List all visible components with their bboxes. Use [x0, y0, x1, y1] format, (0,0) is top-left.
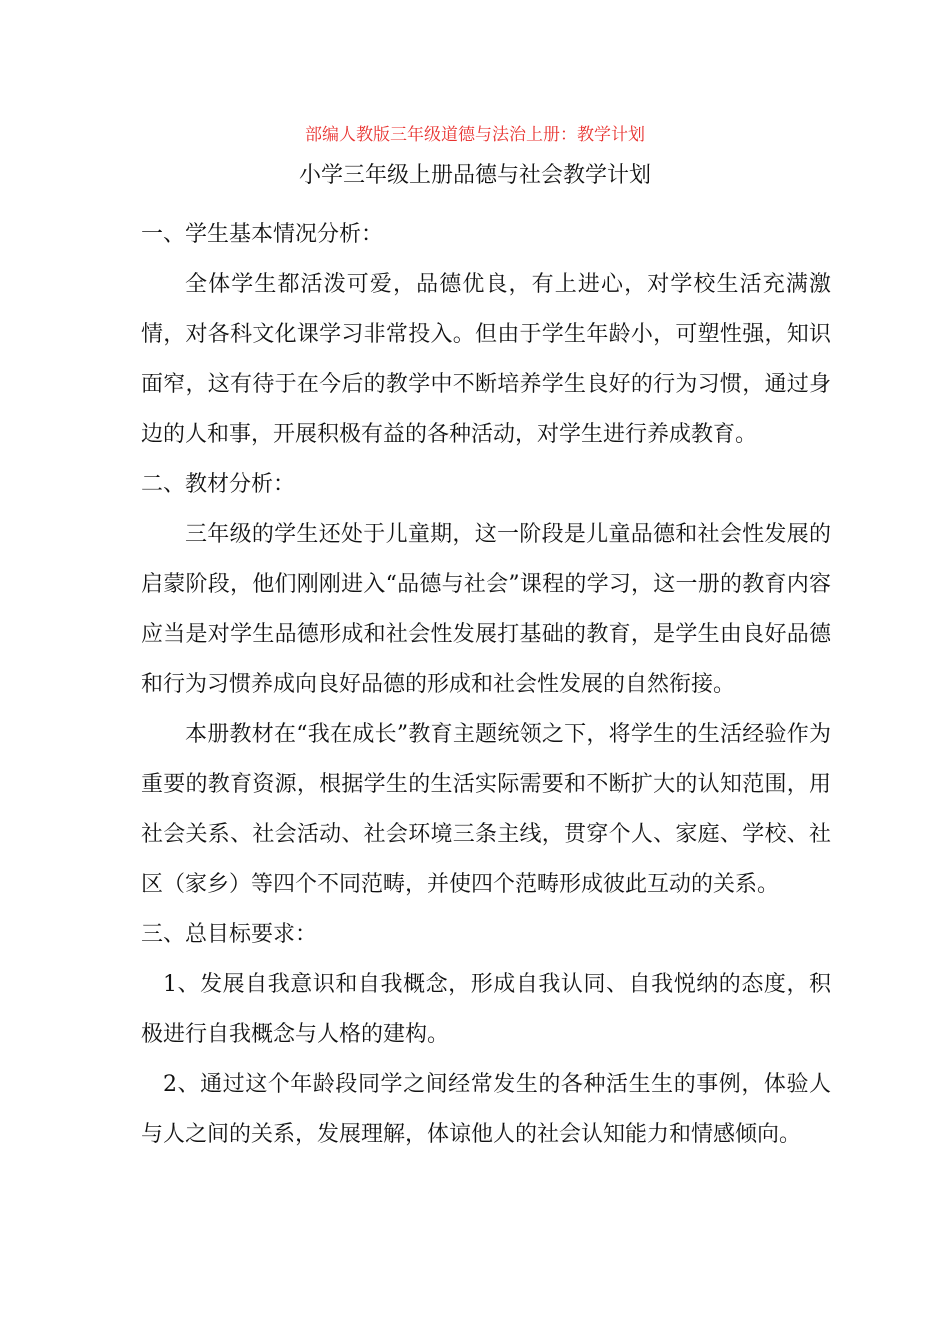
section-heading-goals: 三、总目标要求：	[141, 922, 318, 947]
goal-item-1: 1、发展自我意识和自我概念，形成自我认同、自我悦纳的态度，积极进行自我概念与人格的建构。	[141, 972, 831, 1047]
goal-item-2: 2、通过这个年龄段同学之间经常发生的各种活生生的事例，体验人与人之间的关系，发展理解，体谅他人的社会认知能力和情感倾向。	[141, 1072, 831, 1147]
document-body	[141, 210, 831, 1160]
section-heading-textbook-analysis: 二、教材分析：	[141, 472, 296, 497]
section-heading-student-analysis: 一、学生基本情况分析：	[141, 222, 384, 247]
red-header-title: 部编人教版三年级道德与法治上册：教学计划	[305, 125, 645, 145]
paragraph-student-analysis: 全体学生都活泼可爱，品德优良，有上进心，对学校生活充满激情，对各科文化课学习非常投入。但由于学生年龄小，可塑性强，知识面窄，这有待于在今后的教学中不断培养学生良好的行为习惯，通过身边的人和事，开展积极有益的各种活动，对学生进行养成教育。	[141, 272, 831, 447]
paragraph-textbook-analysis-1: 三年级的学生还处于儿童期，这一阶段是儿童品德和社会性发展的启蒙阶段，他们刚刚进入“品德与社会”课程的学习，这一册的教育内容应当是对学生品德形成和社会性发展打基础的教育，是学生由良好品德和行为习惯养成向良好品德的形成和社会性发展的自然衔接。	[141, 522, 831, 697]
document-title: 小学三年级上册品德与社会教学计划	[298, 163, 651, 188]
paragraph-textbook-analysis-2: 本册教材在“我在成长”教育主题统领之下，将学生的生活经验作为重要的教育资源，根据学生的生活实际需要和不断扩大的认知范围，用社会关系、社会活动、社会环境三条主线，贯穿个人、家庭、学校、社区（家乡）等四个不同范畴，并使四个范畴形成彼此互动的关系。	[141, 722, 831, 897]
